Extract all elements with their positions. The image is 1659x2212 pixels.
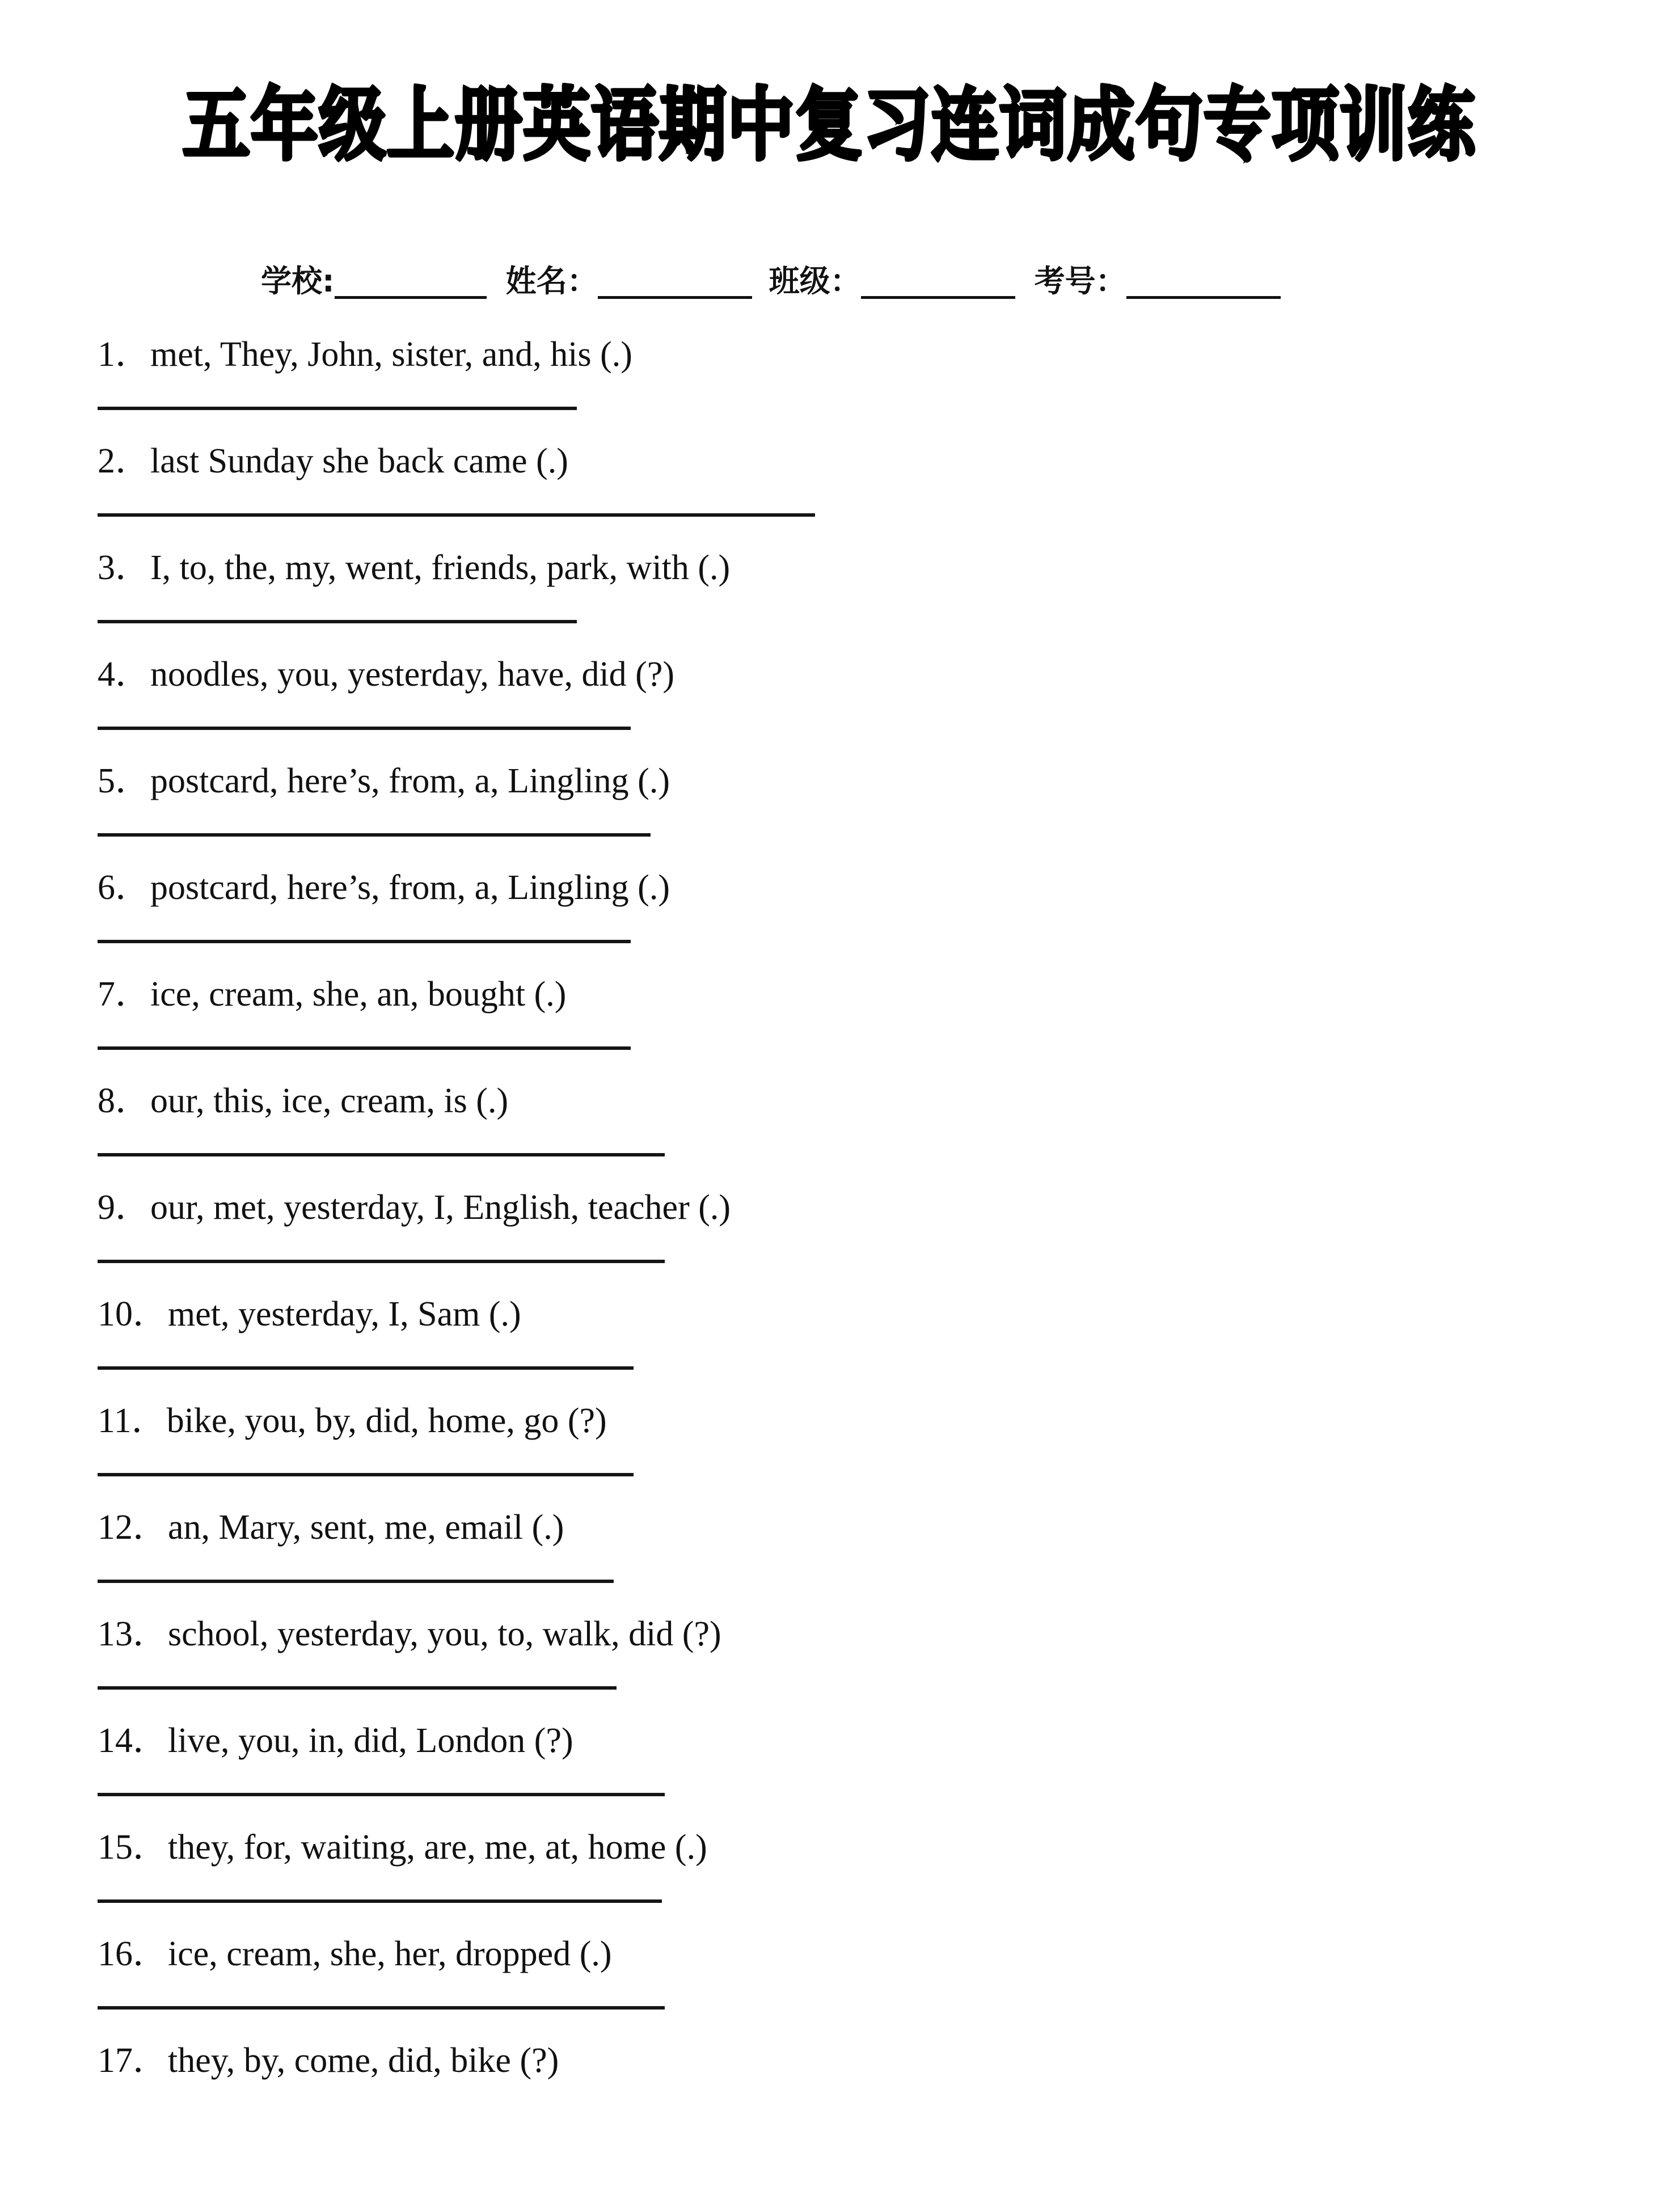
question-words: an, Mary, sent, me, email (.) bbox=[168, 1508, 564, 1547]
question-number: 1． bbox=[98, 335, 151, 374]
name-input[interactable] bbox=[598, 267, 752, 299]
question-words: last Sunday she back came (.) bbox=[150, 442, 568, 480]
question-words: noodles, you, yesterday, have, did (?) bbox=[150, 655, 674, 694]
question-text bbox=[98, 1398, 607, 1443]
question-number: 6． bbox=[98, 868, 151, 907]
question-words: they, for, waiting, are, me, at, home (.) bbox=[168, 1828, 707, 1867]
question-text bbox=[98, 652, 674, 697]
question-words: school, yesterday, you, to, walk, did (?) bbox=[168, 1615, 721, 1653]
question-item bbox=[0, 1931, 1659, 2038]
question-item bbox=[0, 972, 1659, 1078]
question-number: 4． bbox=[98, 655, 151, 694]
question-text bbox=[98, 972, 566, 1017]
question-item bbox=[0, 1185, 1659, 1291]
question-number: 12． bbox=[98, 1508, 168, 1547]
answer-line[interactable] bbox=[98, 833, 651, 837]
answer-line[interactable] bbox=[98, 940, 631, 943]
question-words: bike, you, by, did, home, go (?) bbox=[166, 1402, 607, 1440]
question-words: ice, cream, she, an, bought (.) bbox=[150, 975, 567, 1014]
question-words: our, met, yesterday, I, English, teacher (.) bbox=[150, 1188, 731, 1227]
question-number: 8． bbox=[98, 1082, 151, 1120]
question-item bbox=[0, 1718, 1659, 1825]
question-words: ice, cream, she, her, dropped (.) bbox=[168, 1935, 612, 1973]
question-item bbox=[0, 1291, 1659, 1398]
question-words: met, yesterday, I, Sam (.) bbox=[168, 1295, 521, 1333]
page-title: 五年级上册英语期中复习连词成句专项训练 bbox=[183, 78, 1476, 171]
answer-line[interactable] bbox=[98, 1580, 614, 1583]
question-item bbox=[0, 545, 1659, 652]
question-number: 10． bbox=[98, 1295, 168, 1333]
class-label: 班级： bbox=[769, 263, 861, 299]
question-text bbox=[98, 1078, 508, 1124]
question-number: 3． bbox=[98, 548, 151, 587]
answer-line[interactable] bbox=[98, 2006, 665, 2010]
question-number: 16． bbox=[98, 1935, 168, 1973]
name-field bbox=[506, 264, 752, 299]
question-number: 15． bbox=[98, 1828, 168, 1867]
class-input[interactable] bbox=[861, 267, 1015, 299]
question-text bbox=[98, 1931, 612, 1977]
question-item bbox=[0, 1505, 1659, 1611]
question-item bbox=[0, 2038, 1659, 2145]
question-text bbox=[98, 1825, 707, 1870]
question-number: 11． bbox=[98, 1402, 167, 1440]
question-item bbox=[0, 1078, 1659, 1185]
question-text bbox=[98, 1611, 721, 1657]
answer-line[interactable] bbox=[98, 1473, 634, 1476]
question-item bbox=[0, 1611, 1659, 1718]
exam-no-label: 考号： bbox=[1034, 263, 1126, 299]
answer-line[interactable] bbox=[98, 1153, 665, 1156]
answer-line[interactable] bbox=[98, 620, 577, 623]
question-text bbox=[98, 1505, 564, 1550]
answer-line[interactable] bbox=[98, 1793, 665, 1796]
answer-line[interactable] bbox=[98, 407, 577, 410]
question-words: I, to, the, my, went, friends, park, with (.) bbox=[150, 548, 731, 587]
question-number: 17． bbox=[98, 2041, 168, 2080]
question-text bbox=[98, 1718, 573, 1763]
question-text bbox=[98, 332, 632, 377]
page-title-container bbox=[0, 78, 1659, 171]
question-text bbox=[98, 758, 670, 804]
question-item bbox=[0, 758, 1659, 865]
question-text bbox=[98, 1291, 521, 1337]
answer-line[interactable] bbox=[98, 1686, 617, 1690]
question-item bbox=[0, 865, 1659, 972]
exam-no-input[interactable] bbox=[1126, 267, 1281, 299]
question-number: 2． bbox=[98, 442, 151, 480]
question-item bbox=[0, 332, 1659, 438]
answer-line[interactable] bbox=[98, 513, 815, 517]
question-item bbox=[0, 1398, 1659, 1505]
question-text bbox=[98, 2038, 559, 2083]
class-field bbox=[769, 264, 1015, 299]
question-words: our, this, ice, cream, is (.) bbox=[150, 1082, 509, 1120]
question-number: 14． bbox=[98, 1721, 168, 1760]
answer-line[interactable] bbox=[98, 1899, 662, 1903]
question-number: 5． bbox=[98, 762, 151, 800]
question-text bbox=[98, 865, 670, 910]
answer-line[interactable] bbox=[98, 1260, 665, 1263]
question-item bbox=[0, 1825, 1659, 1931]
question-words: live, you, in, did, London (?) bbox=[168, 1721, 573, 1760]
name-label: 姓名： bbox=[505, 263, 598, 299]
answer-line[interactable] bbox=[98, 727, 631, 730]
answer-line[interactable] bbox=[98, 1046, 631, 1050]
school-input[interactable] bbox=[335, 267, 487, 299]
question-words: met, They, John, sister, and, his (.) bbox=[150, 335, 632, 374]
question-text bbox=[98, 545, 730, 590]
school-label: 学校: bbox=[261, 263, 335, 299]
question-text bbox=[98, 1185, 731, 1230]
question-item bbox=[0, 652, 1659, 758]
question-list bbox=[0, 332, 1659, 2145]
question-number: 9． bbox=[98, 1188, 151, 1227]
school-field bbox=[261, 264, 487, 299]
exam-no-field bbox=[1035, 264, 1281, 299]
question-number: 7． bbox=[98, 975, 151, 1014]
question-words: they, by, come, did, bike (?) bbox=[168, 2041, 559, 2080]
student-info-row bbox=[261, 264, 1418, 299]
question-item bbox=[0, 438, 1659, 545]
question-words: postcard, here’s, from, a, Lingling (.) bbox=[150, 868, 670, 907]
question-number: 13． bbox=[98, 1615, 168, 1653]
question-text bbox=[98, 438, 568, 484]
question-words: postcard, here’s, from, a, Lingling (.) bbox=[150, 762, 670, 800]
answer-line[interactable] bbox=[98, 1366, 634, 1370]
